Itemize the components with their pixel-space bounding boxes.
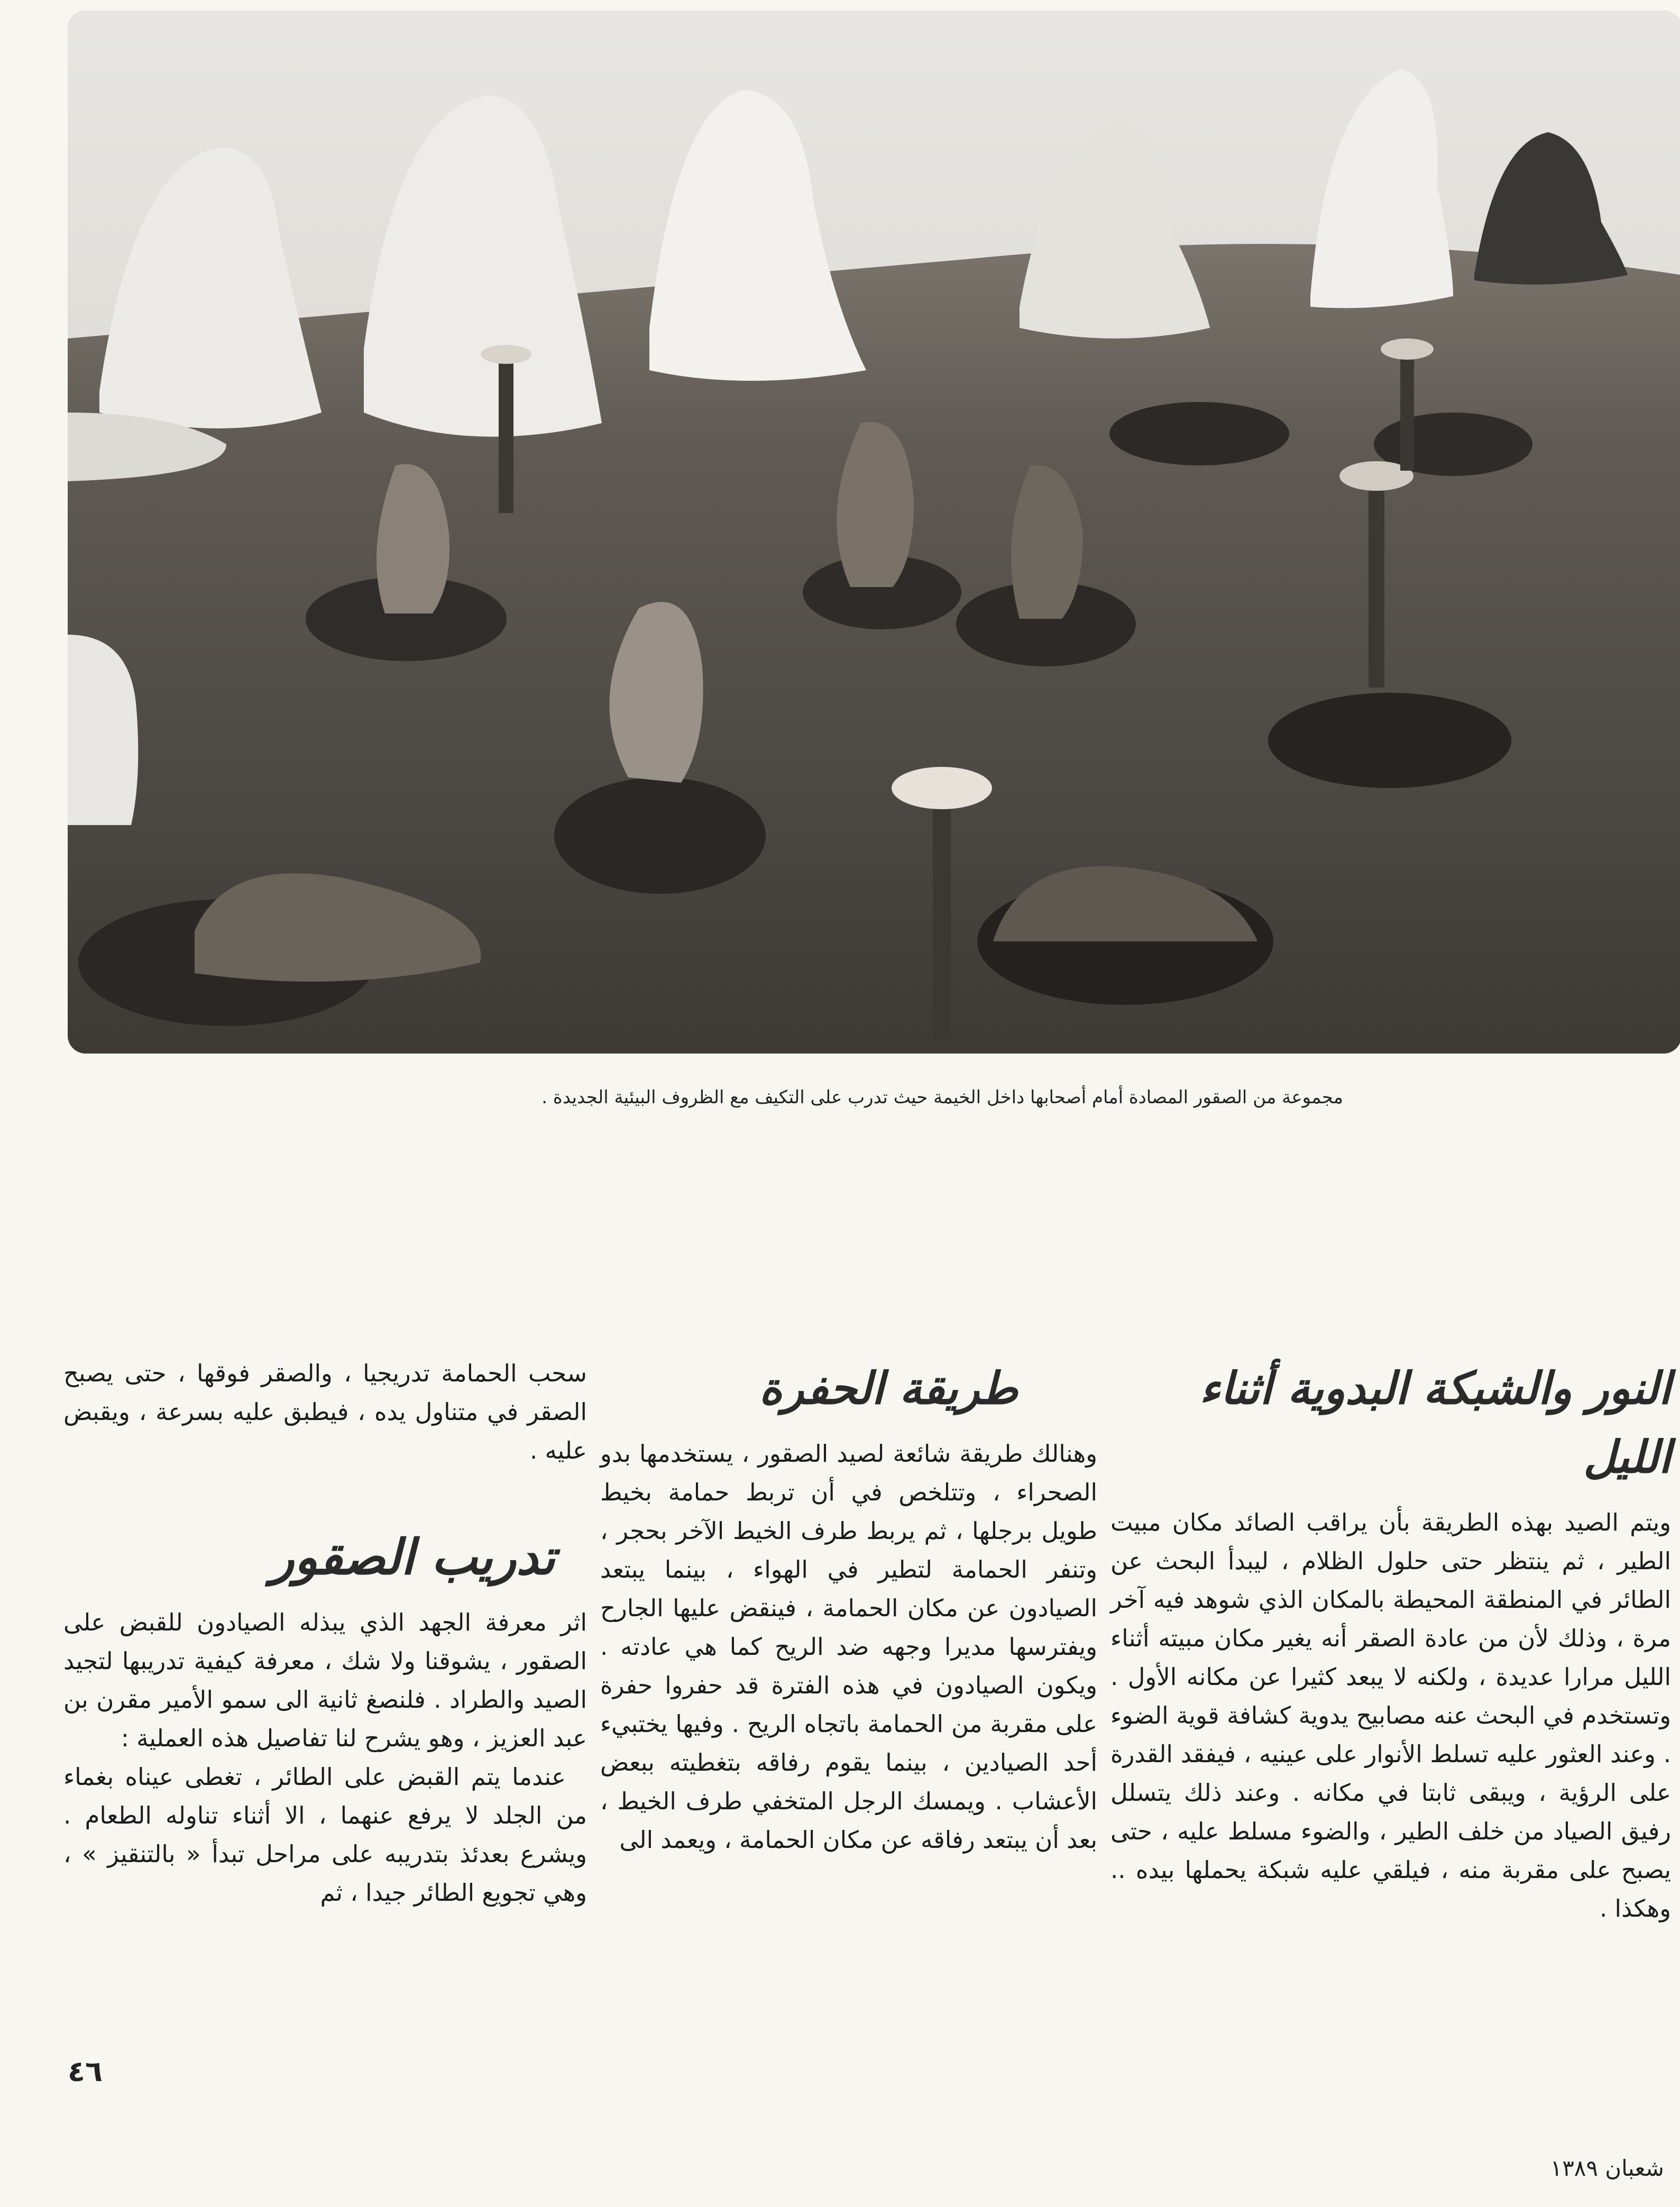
page-number: ٤٦: [68, 2055, 103, 2088]
paragraph-continuation: سحب الحمامة تدريجيا ، والصقر فوقها ، حتى يصبح الصقر في متناول يده ، فيطبق عليه بسرعة ، ويقبض عليه .: [63, 1359, 587, 1464]
paragraph-training-steps: عندما يتم القبض على الطائر ، تغطى عيناه بغماء من الجلد لا يرفع عنهما ، الا أثناء تناوله الطعام . ويشرع بعدئذ بتدريبه على مراحل تبدأ « بالتنقيز » ، وهي تجويع الطائر جيدا ، ثم: [63, 1763, 587, 1907]
issue-date: شعبان ١٣٨٩: [1550, 2155, 1664, 2181]
section-heading-falcon-training: تدريب الصقور: [270, 1528, 555, 1586]
falcons-photo: [68, 11, 1680, 1054]
falcons-in-tent-photo-icon: [68, 11, 1680, 1054]
paragraph-night-net: ويتم الصيد بهذه الطريقة بأن يراقب الصائد مكان مبيت الطير ، ثم ينتظر حتى حلول الظلام ، ليبدأ البحث عن الطائر في المنطقة المحيطة بالمكان الذي شوهد فيه آخر مرة ، وذلك لأن من عادة الصقر أنه يغير مكان مبيته أثناء الليل مرارا عديدة ، ولكنه لا يبعد كثيرا عن مكانه الأول . وتستخدم في البحث عنه مصابيح يدوية كشافة قوية الضوء . وعند العثور عليه تسلط الأنوار على عينيه ، فيفقد القدرة على الرؤية ، ويبقى ثابتا في مكانه . وعند ذلك يتسلل رفيق الصياد من خلف الطير ، والضوء مسلط عليه ، حتى يصبح على مقربة منه ، فيلقي عليه شبكة يحملها بيده .. وهكذا .: [1110, 1508, 1671, 1922]
paragraph-training-intro: اثر معرفة الجهد الذي يبذله الصيادون للقبض على الصقور ، يشوقنا ولا شك ، معرفة كيفية تدريبها لتجيد الصيد والطراد . فلنصغ ثانية الى سمو الأمير مقرن بن عبد العزيز ، وهو يشرح لنا تفاصيل هذه العملية :: [63, 1608, 587, 1752]
section-heading-night-net: النور والشبكة البدوية أثناء الليل: [1199, 1362, 1671, 1483]
column-falcon-training: [63, 1354, 587, 1912]
column-pit-method: [600, 1354, 1097, 1859]
paragraph-pit-method: وهنالك طريقة شائعة لصيد الصقور ، يستخدمها بدو الصحراء ، وتتلخص في أن تربط حمامة بخيط طويل برجلها ، ثم يربط طرف الخيط الآخر بحجر ، وتنفر الحمامة لتطير في الهواء ، بينما يبتعد الصيادون عن مكان الحمامة ، فينقض عليها الجارح ويفترسها مديرا وجهه ضد الريح كما هي عادته . ويكون الصيادون في هذه الفترة قد حفروا حفرة على مقربة من الحمامة باتجاه الريح . وفيها يختبيء أحد الصيادين ، بينما يقوم رفاقه بتغطيته ببعض الأعشاب . ويمسك الرجل المتخفي طرف الخيط ، بعد أن يبتعد رفاقه عن مكان الحمامة ، ويعمد الى: [600, 1440, 1097, 1854]
section-heading-pit-method: طريقة الحفرة: [759, 1362, 1018, 1414]
photo-caption: مجموعة من الصقور المصادة أمام أصحابها داخل الخيمة حيث تدرب على التكيف مع الظروف البيئية الجديدة .: [541, 1087, 1343, 1108]
column-night-light-net: [1110, 1354, 1671, 1928]
